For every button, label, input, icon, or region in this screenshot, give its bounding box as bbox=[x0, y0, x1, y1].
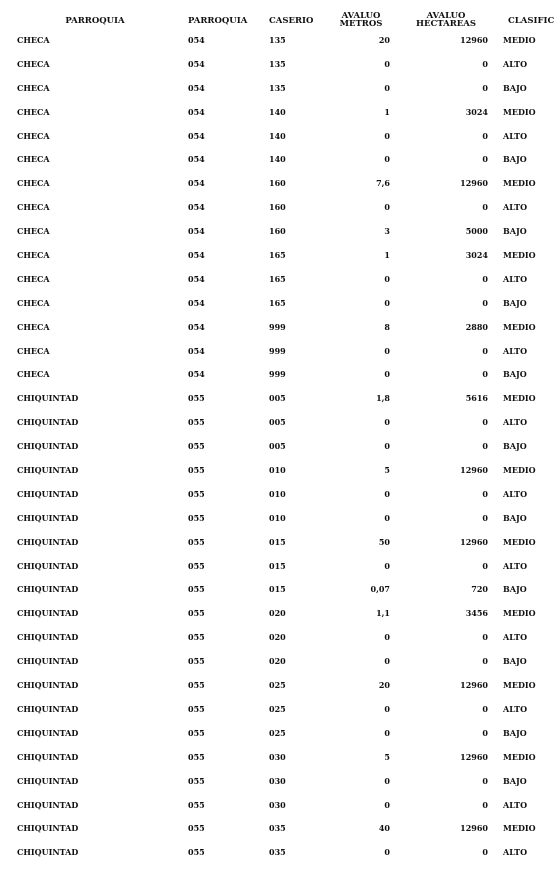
cell-parroquia: CHECA bbox=[17, 250, 50, 261]
cell-avaluo-hectareas: 0 bbox=[482, 632, 488, 643]
cell-parroquia: CHIQUINTAD bbox=[17, 465, 79, 476]
cell-codigo: 054 bbox=[188, 154, 205, 165]
cell-codigo: 055 bbox=[188, 584, 205, 595]
cell-caserio: 010 bbox=[269, 512, 286, 523]
cell-avaluo-metros: 50 bbox=[378, 536, 390, 547]
cell-codigo: 055 bbox=[188, 632, 205, 643]
cell-codigo: 054 bbox=[188, 250, 205, 261]
cell-clasificacion: BAJO bbox=[503, 512, 527, 523]
cell-avaluo-hectareas: 0 bbox=[482, 202, 488, 213]
cell-parroquia: CHIQUINTAD bbox=[17, 536, 79, 547]
cell-avaluo-metros: 1,1 bbox=[376, 608, 390, 619]
cell-avaluo-metros: 8 bbox=[384, 321, 390, 332]
cell-avaluo-hectareas: 12960 bbox=[460, 465, 488, 476]
cell-clasificacion: ALTO bbox=[503, 202, 528, 213]
cell-clasificacion: ALTO bbox=[503, 130, 528, 141]
cell-parroquia: CHECA bbox=[17, 369, 50, 380]
cell-avaluo-metros: 0 bbox=[384, 560, 390, 571]
cell-avaluo-metros: 0 bbox=[384, 202, 390, 213]
cell-avaluo-hectareas: 0 bbox=[482, 512, 488, 523]
cell-caserio: 140 bbox=[269, 106, 286, 117]
cell-clasificacion: MEDIO bbox=[503, 680, 536, 691]
cell-parroquia: CHECA bbox=[17, 178, 50, 189]
cell-codigo: 055 bbox=[188, 488, 205, 499]
cell-caserio: 165 bbox=[269, 250, 286, 261]
cell-codigo: 055 bbox=[188, 799, 205, 810]
cell-parroquia: CHIQUINTAD bbox=[17, 799, 79, 810]
header-avaluo-metros-line2: METROS bbox=[339, 19, 383, 29]
cell-clasificacion: BAJO bbox=[503, 727, 527, 738]
cell-codigo: 055 bbox=[188, 703, 205, 714]
cell-clasificacion: BAJO bbox=[503, 584, 527, 595]
cell-parroquia: CHECA bbox=[17, 226, 50, 237]
cell-avaluo-hectareas: 12960 bbox=[460, 35, 488, 45]
cell-parroquia: CHECA bbox=[17, 297, 50, 308]
cell-parroquia: CHIQUINTAD bbox=[17, 727, 79, 738]
cell-codigo: 055 bbox=[188, 441, 205, 452]
cell-codigo: 054 bbox=[188, 321, 205, 332]
cell-avaluo-metros: 5 bbox=[384, 465, 390, 476]
header-avaluo-hectareas-line1: AVALUO bbox=[426, 11, 466, 21]
cell-avaluo-metros: 0 bbox=[384, 273, 390, 284]
cell-clasificacion: ALTO bbox=[503, 560, 528, 571]
cell-avaluo-metros: 20 bbox=[378, 680, 390, 691]
cell-clasificacion: MEDIO bbox=[503, 178, 536, 189]
cell-codigo: 054 bbox=[188, 226, 205, 237]
cell-avaluo-metros: 0 bbox=[384, 58, 390, 69]
table-row bbox=[0, 532, 559, 556]
cell-avaluo-metros: 0 bbox=[384, 82, 390, 93]
cell-caserio: 135 bbox=[269, 82, 286, 93]
cell-parroquia: CHIQUINTAD bbox=[17, 512, 79, 523]
cell-codigo: 055 bbox=[188, 847, 205, 858]
cell-avaluo-metros: 0 bbox=[384, 130, 390, 141]
cell-codigo: 054 bbox=[188, 273, 205, 284]
cell-avaluo-metros: 0 bbox=[384, 154, 390, 165]
cell-avaluo-metros: 40 bbox=[378, 823, 390, 834]
cell-clasificacion: MEDIO bbox=[503, 536, 536, 547]
cell-parroquia: CHECA bbox=[17, 35, 50, 45]
cell-avaluo-metros: 0 bbox=[384, 775, 390, 786]
cell-avaluo-hectareas: 3456 bbox=[465, 608, 488, 619]
cell-avaluo-hectareas: 3024 bbox=[465, 250, 488, 261]
cell-clasificacion: BAJO bbox=[503, 154, 527, 165]
cell-clasificacion: ALTO bbox=[503, 273, 528, 284]
cell-avaluo-metros: 3 bbox=[384, 226, 390, 237]
table-row bbox=[0, 460, 559, 484]
cell-avaluo-hectareas: 12960 bbox=[460, 823, 488, 834]
cell-codigo: 055 bbox=[188, 417, 205, 428]
cell-parroquia: CHIQUINTAD bbox=[17, 847, 79, 858]
cell-avaluo-metros: 0 bbox=[384, 369, 390, 380]
cell-caserio: 010 bbox=[269, 465, 286, 476]
cell-codigo: 055 bbox=[188, 727, 205, 738]
table-row bbox=[0, 149, 559, 173]
cell-avaluo-metros: 7,6 bbox=[376, 178, 390, 189]
table-row bbox=[0, 484, 559, 508]
cell-parroquia: CHECA bbox=[17, 273, 50, 284]
cell-caserio: 015 bbox=[269, 560, 286, 571]
table-row bbox=[0, 269, 559, 293]
header-avaluo-metros bbox=[332, 12, 390, 28]
cell-avaluo-metros: 20 bbox=[378, 35, 390, 45]
cell-caserio: 160 bbox=[269, 178, 286, 189]
cell-avaluo-hectareas: 0 bbox=[482, 775, 488, 786]
cell-codigo: 054 bbox=[188, 35, 205, 45]
header-clasificacion: CLASIFIC bbox=[508, 16, 555, 26]
cell-clasificacion: MEDIO bbox=[503, 393, 536, 404]
cell-avaluo-hectareas: 0 bbox=[482, 441, 488, 452]
cell-avaluo-metros: 5 bbox=[384, 751, 390, 762]
cell-codigo: 055 bbox=[188, 775, 205, 786]
cell-codigo: 055 bbox=[188, 536, 205, 547]
table-row bbox=[0, 78, 559, 102]
cell-avaluo-hectareas: 0 bbox=[482, 297, 488, 308]
cell-clasificacion: MEDIO bbox=[503, 823, 536, 834]
cell-parroquia: CHIQUINTAD bbox=[17, 417, 79, 428]
cell-avaluo-hectareas: 12960 bbox=[460, 680, 488, 691]
cell-caserio: 140 bbox=[269, 154, 286, 165]
cell-avaluo-metros: 0 bbox=[384, 656, 390, 667]
cell-avaluo-hectareas: 0 bbox=[482, 417, 488, 428]
table-row bbox=[0, 771, 559, 795]
cell-parroquia: CHECA bbox=[17, 321, 50, 332]
table-row bbox=[0, 436, 559, 460]
cell-avaluo-hectareas: 0 bbox=[482, 58, 488, 69]
table-row bbox=[0, 364, 559, 388]
header-avaluo-hectareas bbox=[408, 12, 484, 28]
cell-avaluo-metros: 0 bbox=[384, 297, 390, 308]
table-row bbox=[0, 627, 559, 651]
cell-clasificacion: BAJO bbox=[503, 369, 527, 380]
cell-parroquia: CHIQUINTAD bbox=[17, 751, 79, 762]
table-row bbox=[0, 54, 559, 78]
table-body bbox=[0, 30, 559, 866]
cell-clasificacion: ALTO bbox=[503, 417, 528, 428]
cell-avaluo-hectareas: 12960 bbox=[460, 751, 488, 762]
cell-avaluo-metros: 0 bbox=[384, 703, 390, 714]
cell-clasificacion: MEDIO bbox=[503, 465, 536, 476]
cell-parroquia: CHIQUINTAD bbox=[17, 608, 79, 619]
cell-avaluo-metros: 0,07 bbox=[370, 584, 390, 595]
table-row bbox=[0, 245, 559, 269]
cell-caserio: 160 bbox=[269, 226, 286, 237]
cell-caserio: 010 bbox=[269, 488, 286, 499]
header-avaluo-metros-line1: AVALUO bbox=[341, 11, 381, 21]
cell-parroquia: CHECA bbox=[17, 202, 50, 213]
cell-avaluo-hectareas: 0 bbox=[482, 369, 488, 380]
cell-caserio: 030 bbox=[269, 751, 286, 762]
cell-parroquia: CHECA bbox=[17, 82, 50, 93]
cell-avaluo-hectareas: 0 bbox=[482, 847, 488, 858]
cell-codigo: 055 bbox=[188, 560, 205, 571]
cell-caserio: 035 bbox=[269, 847, 286, 858]
cell-avaluo-metros: 1 bbox=[384, 250, 390, 261]
table-row bbox=[0, 603, 559, 627]
cell-clasificacion: BAJO bbox=[503, 297, 527, 308]
cell-avaluo-metros: 0 bbox=[384, 345, 390, 356]
cell-avaluo-hectareas: 2880 bbox=[465, 321, 488, 332]
cell-avaluo-hectareas: 720 bbox=[471, 584, 488, 595]
table-row bbox=[0, 412, 559, 436]
cell-avaluo-metros: 1,8 bbox=[376, 393, 390, 404]
table-row bbox=[0, 651, 559, 675]
cell-avaluo-metros: 0 bbox=[384, 512, 390, 523]
cell-clasificacion: ALTO bbox=[503, 847, 528, 858]
cell-parroquia: CHECA bbox=[17, 345, 50, 356]
cell-avaluo-metros: 0 bbox=[384, 441, 390, 452]
table-row bbox=[0, 341, 559, 365]
table-row bbox=[0, 30, 559, 54]
cell-caserio: 020 bbox=[269, 632, 286, 643]
cell-clasificacion: ALTO bbox=[503, 799, 528, 810]
cell-caserio: 020 bbox=[269, 656, 286, 667]
header-avaluo-hectareas-line2: HECTAREAS bbox=[415, 19, 476, 29]
cell-parroquia: CHIQUINTAD bbox=[17, 775, 79, 786]
cell-codigo: 055 bbox=[188, 608, 205, 619]
cell-clasificacion: BAJO bbox=[503, 82, 527, 93]
table-row bbox=[0, 293, 559, 317]
cell-parroquia: CHIQUINTAD bbox=[17, 632, 79, 643]
cell-avaluo-hectareas: 0 bbox=[482, 703, 488, 714]
cell-avaluo-hectareas: 5616 bbox=[465, 393, 488, 404]
table-row bbox=[0, 699, 559, 723]
cell-codigo: 055 bbox=[188, 512, 205, 523]
cell-avaluo-hectareas: 0 bbox=[482, 154, 488, 165]
header-parroquia-name: PARROQUIA bbox=[65, 16, 125, 26]
cell-codigo: 055 bbox=[188, 823, 205, 834]
cell-clasificacion: BAJO bbox=[503, 656, 527, 667]
cell-clasificacion: MEDIO bbox=[503, 106, 536, 117]
header-parroquia-code: PARROQUIA bbox=[188, 16, 248, 26]
cell-caserio: 025 bbox=[269, 680, 286, 691]
cell-clasificacion: ALTO bbox=[503, 58, 528, 69]
cell-codigo: 054 bbox=[188, 58, 205, 69]
cell-caserio: 015 bbox=[269, 584, 286, 595]
table-row bbox=[0, 675, 559, 699]
cell-clasificacion: MEDIO bbox=[503, 35, 536, 45]
cell-avaluo-metros: 0 bbox=[384, 727, 390, 738]
cell-avaluo-hectareas: 0 bbox=[482, 130, 488, 141]
table-row bbox=[0, 173, 559, 197]
cell-caserio: 025 bbox=[269, 703, 286, 714]
header-caserio: CASERIO bbox=[269, 16, 314, 26]
cell-parroquia: CHECA bbox=[17, 154, 50, 165]
cell-caserio: 005 bbox=[269, 417, 286, 428]
cell-caserio: 030 bbox=[269, 799, 286, 810]
cell-caserio: 005 bbox=[269, 393, 286, 404]
cell-clasificacion: ALTO bbox=[503, 488, 528, 499]
cell-parroquia: CHECA bbox=[17, 130, 50, 141]
cell-codigo: 055 bbox=[188, 393, 205, 404]
cell-codigo: 055 bbox=[188, 680, 205, 691]
cell-parroquia: CHECA bbox=[17, 58, 50, 69]
cell-avaluo-hectareas: 0 bbox=[482, 82, 488, 93]
cell-caserio: 165 bbox=[269, 297, 286, 308]
cell-caserio: 015 bbox=[269, 536, 286, 547]
cell-avaluo-hectareas: 3024 bbox=[465, 106, 488, 117]
cell-avaluo-metros: 0 bbox=[384, 632, 390, 643]
cell-avaluo-hectareas: 0 bbox=[482, 345, 488, 356]
table-row bbox=[0, 818, 559, 842]
cell-codigo: 054 bbox=[188, 369, 205, 380]
cell-avaluo-metros: 0 bbox=[384, 847, 390, 858]
cell-avaluo-hectareas: 5000 bbox=[465, 226, 488, 237]
cell-codigo: 054 bbox=[188, 297, 205, 308]
cell-avaluo-hectareas: 0 bbox=[482, 560, 488, 571]
cell-codigo: 054 bbox=[188, 82, 205, 93]
cell-caserio: 999 bbox=[269, 369, 286, 380]
cell-codigo: 054 bbox=[188, 130, 205, 141]
cell-clasificacion: BAJO bbox=[503, 226, 527, 237]
cell-parroquia: CHIQUINTAD bbox=[17, 680, 79, 691]
table-row bbox=[0, 723, 559, 747]
cell-codigo: 054 bbox=[188, 106, 205, 117]
cell-avaluo-hectareas: 12960 bbox=[460, 536, 488, 547]
cell-caserio: 999 bbox=[269, 345, 286, 356]
cell-avaluo-metros: 0 bbox=[384, 488, 390, 499]
cell-caserio: 035 bbox=[269, 823, 286, 834]
cell-avaluo-metros: 1 bbox=[384, 106, 390, 117]
cell-caserio: 025 bbox=[269, 727, 286, 738]
table-row bbox=[0, 197, 559, 221]
cell-clasificacion: ALTO bbox=[503, 345, 528, 356]
cell-caserio: 140 bbox=[269, 130, 286, 141]
cell-parroquia: CHIQUINTAD bbox=[17, 393, 79, 404]
cell-clasificacion: MEDIO bbox=[503, 321, 536, 332]
cell-avaluo-hectareas: 0 bbox=[482, 656, 488, 667]
table-row bbox=[0, 747, 559, 771]
cell-caserio: 030 bbox=[269, 775, 286, 786]
cell-caserio: 165 bbox=[269, 273, 286, 284]
cell-clasificacion: BAJO bbox=[503, 775, 527, 786]
cell-codigo: 054 bbox=[188, 178, 205, 189]
table-row bbox=[0, 579, 559, 603]
cell-clasificacion: ALTO bbox=[503, 703, 528, 714]
cell-caserio: 005 bbox=[269, 441, 286, 452]
table-row bbox=[0, 795, 559, 819]
cell-clasificacion: MEDIO bbox=[503, 608, 536, 619]
table-row bbox=[0, 388, 559, 412]
cell-codigo: 054 bbox=[188, 202, 205, 213]
cell-parroquia: CHIQUINTAD bbox=[17, 656, 79, 667]
cell-codigo: 055 bbox=[188, 656, 205, 667]
cell-avaluo-hectareas: 0 bbox=[482, 488, 488, 499]
table-row bbox=[0, 126, 559, 150]
cell-avaluo-hectareas: 0 bbox=[482, 727, 488, 738]
table-row bbox=[0, 102, 559, 126]
cell-clasificacion: BAJO bbox=[503, 441, 527, 452]
cell-parroquia: CHIQUINTAD bbox=[17, 823, 79, 834]
cell-codigo: 055 bbox=[188, 465, 205, 476]
cell-clasificacion: ALTO bbox=[503, 632, 528, 643]
cell-avaluo-metros: 0 bbox=[384, 799, 390, 810]
cell-avaluo-hectareas: 12960 bbox=[460, 178, 488, 189]
cell-parroquia: CHIQUINTAD bbox=[17, 703, 79, 714]
table-row bbox=[0, 317, 559, 341]
cell-clasificacion: MEDIO bbox=[503, 751, 536, 762]
table-row bbox=[0, 221, 559, 245]
cell-avaluo-hectareas: 0 bbox=[482, 273, 488, 284]
cell-caserio: 160 bbox=[269, 202, 286, 213]
cell-parroquia: CHIQUINTAD bbox=[17, 441, 79, 452]
cell-caserio: 135 bbox=[269, 58, 286, 69]
cell-avaluo-metros: 0 bbox=[384, 417, 390, 428]
cell-parroquia: CHIQUINTAD bbox=[17, 560, 79, 571]
table-row bbox=[0, 556, 559, 580]
cell-avaluo-hectareas: 0 bbox=[482, 799, 488, 810]
cell-caserio: 020 bbox=[269, 608, 286, 619]
cell-parroquia: CHIQUINTAD bbox=[17, 584, 79, 595]
cell-clasificacion: MEDIO bbox=[503, 250, 536, 261]
cell-caserio: 999 bbox=[269, 321, 286, 332]
table-row bbox=[0, 842, 559, 866]
cell-parroquia: CHECA bbox=[17, 106, 50, 117]
cell-codigo: 055 bbox=[188, 751, 205, 762]
cell-caserio: 135 bbox=[269, 35, 286, 45]
cell-parroquia: CHIQUINTAD bbox=[17, 488, 79, 499]
cell-codigo: 054 bbox=[188, 345, 205, 356]
table-row bbox=[0, 508, 559, 532]
